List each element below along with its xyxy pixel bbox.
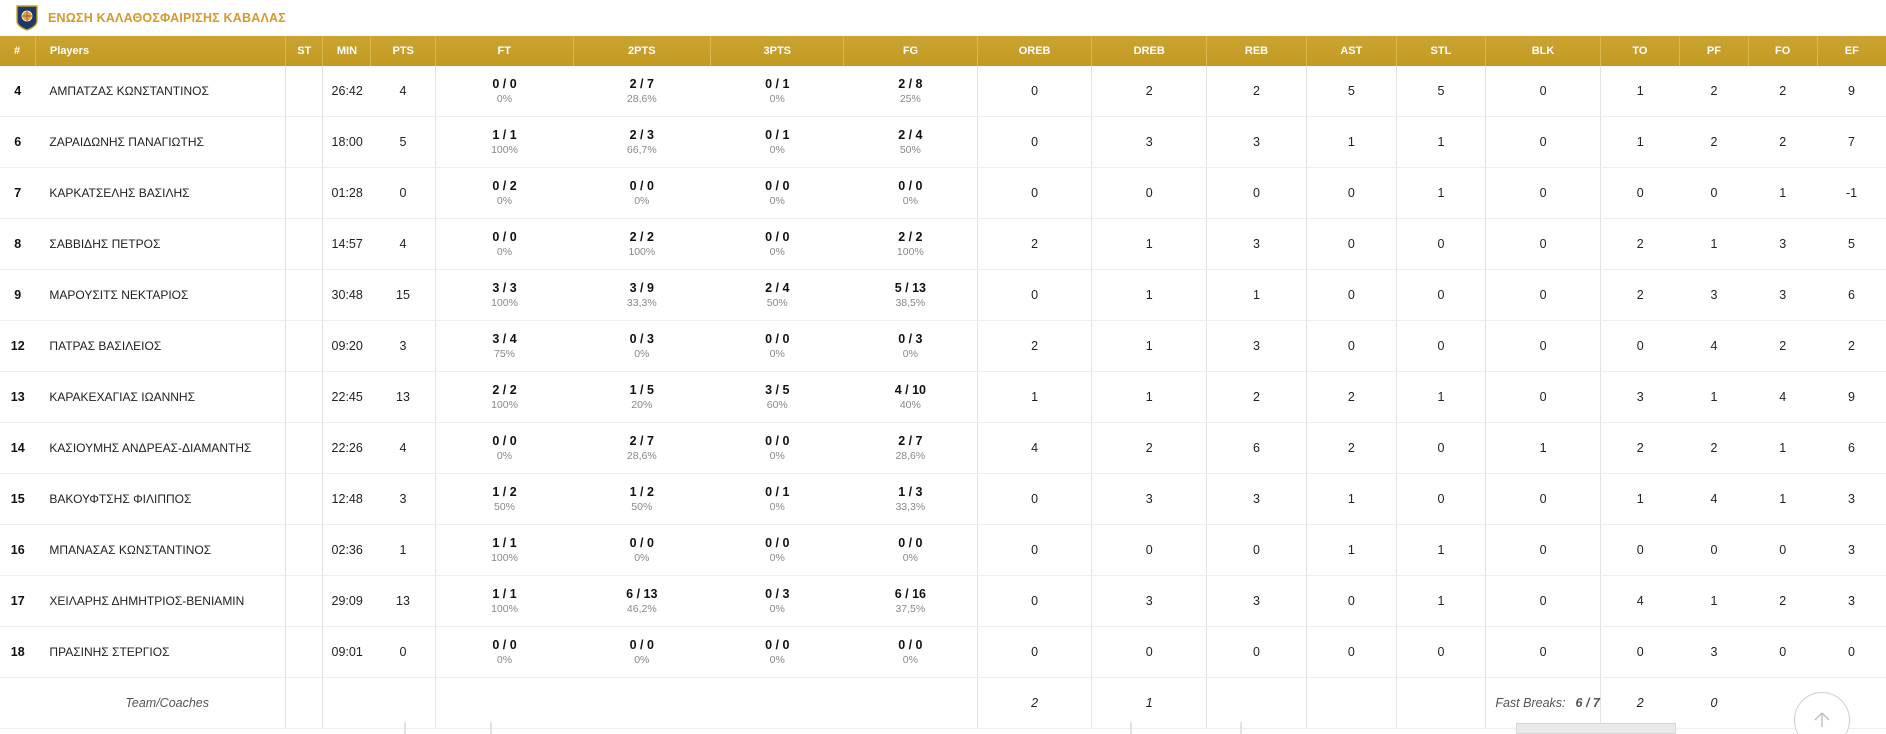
cell-fo: 2 — [1748, 321, 1817, 372]
cell-reb: 3 — [1207, 576, 1307, 627]
col-ast[interactable]: AST — [1307, 36, 1397, 66]
cell-pts: 4 — [371, 219, 436, 270]
cell-3pts: 2 / 4 50% — [711, 270, 844, 321]
cell-2pts: 0 / 0 0% — [573, 525, 711, 576]
team-row-spacer — [0, 678, 35, 729]
cell-3pts: 0 / 3 0% — [711, 576, 844, 627]
cell-to: 2 — [1600, 423, 1679, 474]
cell-pts: 0 — [371, 627, 436, 678]
cell-st — [285, 117, 323, 168]
cell-number: 17 — [0, 576, 35, 627]
cell-fg: 0 / 3 0% — [844, 321, 977, 372]
cell-oreb: 0 — [977, 525, 1092, 576]
cell-2pts: 1 / 5 20% — [573, 372, 711, 423]
cell-pf: 3 — [1680, 627, 1749, 678]
cell-2pts: 0 / 3 0% — [573, 321, 711, 372]
team-row-3pts — [711, 678, 844, 729]
cell-ft: 0 / 0 0% — [436, 627, 574, 678]
cell-2pts: 2 / 7 28,6% — [573, 66, 711, 117]
cell-fo: 3 — [1748, 270, 1817, 321]
cell-number: 4 — [0, 66, 35, 117]
cell-st — [285, 372, 323, 423]
cell-blk: 0 — [1486, 117, 1601, 168]
cell-to: 2 — [1600, 219, 1679, 270]
cell-stl: 1 — [1396, 117, 1486, 168]
cell-to: 1 — [1600, 117, 1679, 168]
cell-fg: 0 / 0 0% — [844, 168, 977, 219]
cell-fg: 6 / 16 37,5% — [844, 576, 977, 627]
cell-ft: 1 / 1 100% — [436, 525, 574, 576]
cell-pf: 3 — [1680, 270, 1749, 321]
cell-pf: 0 — [1680, 525, 1749, 576]
col-3pts[interactable]: 3PTS — [711, 36, 844, 66]
cell-player-name[interactable]: ΑΜΠΑΤΖΑΣ ΚΩΝΣΤΑΝΤΙΝΟΣ — [35, 66, 285, 117]
cell-3pts: 0 / 0 0% — [711, 321, 844, 372]
cell-fo: 1 — [1748, 423, 1817, 474]
cell-3pts: 0 / 0 0% — [711, 219, 844, 270]
table-body — [0, 66, 1886, 729]
cell-min: 18:00 — [323, 117, 371, 168]
team-row-2pts — [573, 678, 711, 729]
cell-ef: 6 — [1817, 423, 1886, 474]
cell-oreb: 4 — [977, 423, 1092, 474]
cell-dreb: 2 — [1092, 66, 1207, 117]
cell-st — [285, 270, 323, 321]
cell-2pts: 0 / 0 0% — [573, 627, 711, 678]
cell-ft: 0 / 2 0% — [436, 168, 574, 219]
cell-ef: 7 — [1817, 117, 1886, 168]
cell-3pts: 0 / 0 0% — [711, 525, 844, 576]
cell-ef: -1 — [1817, 168, 1886, 219]
cell-stl: 1 — [1396, 168, 1486, 219]
cell-reb: 1 — [1207, 270, 1307, 321]
cell-ast: 1 — [1307, 117, 1397, 168]
cell-reb: 3 — [1207, 117, 1307, 168]
cell-player-name[interactable]: ΚΑΡΑΚΕΧΑΓΙΑΣ ΙΩΑΝΝΗΣ — [35, 372, 285, 423]
cell-to: 3 — [1600, 372, 1679, 423]
cell-oreb: 0 — [977, 168, 1092, 219]
cell-ast: 5 — [1307, 66, 1397, 117]
cell-ast: 0 — [1307, 270, 1397, 321]
cell-reb: 0 — [1207, 525, 1307, 576]
cell-3pts: 0 / 0 0% — [711, 627, 844, 678]
cell-dreb: 0 — [1092, 168, 1207, 219]
cell-to: 2 — [1600, 270, 1679, 321]
cell-player-name[interactable]: ΧΕΙΛΑΡΗΣ ΔΗΜΗΤΡΙΟΣ-ΒΕΝΙΑΜΙΝ — [35, 576, 285, 627]
cell-pf: 2 — [1680, 117, 1749, 168]
cell-ef: 0 — [1817, 627, 1886, 678]
cell-ft: 0 / 0 0% — [436, 423, 574, 474]
cell-2pts: 1 / 2 50% — [573, 474, 711, 525]
table-row[interactable] — [0, 474, 1886, 525]
cell-pf: 4 — [1680, 474, 1749, 525]
cell-player-name[interactable]: ΜΠΑΝΑΣΑΣ ΚΩΝΣΤΑΝΤΙΝΟΣ — [35, 525, 285, 576]
cell-blk: 0 — [1486, 168, 1601, 219]
cell-fg: 0 / 0 0% — [844, 525, 977, 576]
team-row-to: 2 — [1600, 678, 1679, 729]
cell-3pts: 0 / 0 0% — [711, 168, 844, 219]
cell-to: 0 — [1600, 168, 1679, 219]
cell-to: 1 — [1600, 474, 1679, 525]
team-coaches-row — [0, 678, 1886, 729]
cell-number: 8 — [0, 219, 35, 270]
cell-ef: 9 — [1817, 372, 1886, 423]
cell-pts: 3 — [371, 321, 436, 372]
cell-ef: 2 — [1817, 321, 1886, 372]
col-fo[interactable]: FO — [1748, 36, 1817, 66]
cell-stl: 1 — [1396, 372, 1486, 423]
cell-oreb: 2 — [977, 219, 1092, 270]
cell-dreb: 0 — [1092, 525, 1207, 576]
cell-min: 22:26 — [323, 423, 371, 474]
table-row[interactable] — [0, 168, 1886, 219]
cell-oreb: 0 — [977, 66, 1092, 117]
cell-pts: 5 — [371, 117, 436, 168]
col-ef[interactable]: EF — [1817, 36, 1886, 66]
cell-blk: 0 — [1486, 66, 1601, 117]
cell-3pts: 0 / 1 0% — [711, 66, 844, 117]
cell-reb: 3 — [1207, 219, 1307, 270]
cell-ast: 2 — [1307, 372, 1397, 423]
team-row-ft — [436, 678, 574, 729]
cell-reb: 3 — [1207, 474, 1307, 525]
cell-min: 30:48 — [323, 270, 371, 321]
cell-player-name[interactable]: ΚΑΣΙΟΥΜΗΣ ΑΝΔΡΕΑΣ-ΔΙΑΜΑΝΤΗΣ — [35, 423, 285, 474]
cell-player-name[interactable]: ΜΑΡΟΥΣΙΤΣ ΝΕΚΤΑΡΙΟΣ — [35, 270, 285, 321]
cell-ast: 0 — [1307, 627, 1397, 678]
cell-st — [285, 321, 323, 372]
cell-pf: 0 — [1680, 168, 1749, 219]
cell-ef: 9 — [1817, 66, 1886, 117]
team-row-oreb: 2 — [977, 678, 1092, 729]
cell-oreb: 0 — [977, 474, 1092, 525]
cell-number: 13 — [0, 372, 35, 423]
cell-blk: 0 — [1486, 474, 1601, 525]
cell-fg: 0 / 0 0% — [844, 627, 977, 678]
cell-pf: 2 — [1680, 66, 1749, 117]
cell-dreb: 0 — [1092, 627, 1207, 678]
cell-ast: 1 — [1307, 525, 1397, 576]
cell-ef: 3 — [1817, 576, 1886, 627]
cell-pf: 1 — [1680, 576, 1749, 627]
col-to[interactable]: TO — [1600, 36, 1679, 66]
cell-pf: 1 — [1680, 219, 1749, 270]
cell-ft: 1 / 1 100% — [436, 117, 574, 168]
cell-min: 26:42 — [323, 66, 371, 117]
cell-ft: 1 / 2 50% — [436, 474, 574, 525]
cell-2pts: 0 / 0 0% — [573, 168, 711, 219]
cell-3pts: 0 / 0 0% — [711, 423, 844, 474]
team-header — [0, 0, 1886, 36]
team-row-min — [323, 678, 371, 729]
cell-pf: 4 — [1680, 321, 1749, 372]
col-reb[interactable]: REB — [1207, 36, 1307, 66]
cell-fg: 2 / 7 28,6% — [844, 423, 977, 474]
table-row[interactable] — [0, 321, 1886, 372]
cell-number: 16 — [0, 525, 35, 576]
cell-stl: 1 — [1396, 576, 1486, 627]
cell-min: 22:45 — [323, 372, 371, 423]
cell-min: 12:48 — [323, 474, 371, 525]
cell-reb: 2 — [1207, 66, 1307, 117]
cell-stl: 0 — [1396, 627, 1486, 678]
cell-st — [285, 423, 323, 474]
cell-ast: 0 — [1307, 219, 1397, 270]
cell-stl: 0 — [1396, 474, 1486, 525]
team-row-label: Team/Coaches — [35, 678, 285, 729]
cell-3pts: 0 / 1 0% — [711, 474, 844, 525]
cell-ef: 3 — [1817, 474, 1886, 525]
cell-fo: 2 — [1748, 66, 1817, 117]
cell-st — [285, 576, 323, 627]
team-row-stl — [1396, 678, 1486, 729]
cell-blk: 0 — [1486, 576, 1601, 627]
team-row-pts — [371, 678, 436, 729]
team-row-pf: 0 — [1680, 678, 1749, 729]
cell-reb: 3 — [1207, 321, 1307, 372]
cell-stl: 1 — [1396, 525, 1486, 576]
cell-3pts: 3 / 5 60% — [711, 372, 844, 423]
cell-player-name[interactable]: ΒΑΚΟΥΦΤΣΗΣ ΦΙΛΙΠΠΟΣ — [35, 474, 285, 525]
cell-stl: 0 — [1396, 270, 1486, 321]
cell-st — [285, 66, 323, 117]
cell-st — [285, 525, 323, 576]
col-number[interactable]: # — [0, 36, 35, 66]
col-min[interactable]: MIN — [323, 36, 371, 66]
cell-pts: 13 — [371, 576, 436, 627]
cell-fo: 0 — [1748, 525, 1817, 576]
cell-ast: 0 — [1307, 321, 1397, 372]
col-stl[interactable]: STL — [1396, 36, 1486, 66]
table-row[interactable] — [0, 423, 1886, 474]
cell-ft: 3 / 4 75% — [436, 321, 574, 372]
cell-pts: 3 — [371, 474, 436, 525]
cell-ft: 0 / 0 0% — [436, 66, 574, 117]
cell-reb: 6 — [1207, 423, 1307, 474]
cell-pts: 15 — [371, 270, 436, 321]
cell-min: 14:57 — [323, 219, 371, 270]
cell-min: 02:36 — [323, 525, 371, 576]
table-header-row — [0, 36, 1886, 66]
cell-fg: 5 / 13 38,5% — [844, 270, 977, 321]
cell-stl: 0 — [1396, 321, 1486, 372]
cell-2pts: 3 / 9 33,3% — [573, 270, 711, 321]
cell-dreb: 2 — [1092, 423, 1207, 474]
cell-number: 14 — [0, 423, 35, 474]
cell-blk: 1 — [1486, 423, 1601, 474]
cell-oreb: 0 — [977, 627, 1092, 678]
cell-fg: 2 / 4 50% — [844, 117, 977, 168]
team-row-ast — [1307, 678, 1397, 729]
col-pf[interactable]: PF — [1680, 36, 1749, 66]
cell-fg: 2 / 8 25% — [844, 66, 977, 117]
cell-st — [285, 168, 323, 219]
cell-dreb: 1 — [1092, 372, 1207, 423]
cell-2pts: 2 / 2 100% — [573, 219, 711, 270]
col-pts[interactable]: PTS — [371, 36, 436, 66]
cell-pts: 4 — [371, 423, 436, 474]
cell-blk: 0 — [1486, 372, 1601, 423]
cell-min: 01:28 — [323, 168, 371, 219]
cell-fg: 1 / 3 33,3% — [844, 474, 977, 525]
boxscore-table-wrapper — [0, 36, 1886, 729]
cell-fg: 4 / 10 40% — [844, 372, 977, 423]
table-row[interactable] — [0, 525, 1886, 576]
cell-fo: 4 — [1748, 372, 1817, 423]
cell-oreb: 1 — [977, 372, 1092, 423]
cell-ft: 1 / 1 100% — [436, 576, 574, 627]
cell-3pts: 0 / 1 0% — [711, 117, 844, 168]
cell-number: 6 — [0, 117, 35, 168]
table-row[interactable] — [0, 372, 1886, 423]
cell-2pts: 2 / 3 66,7% — [573, 117, 711, 168]
cell-number: 15 — [0, 474, 35, 525]
cell-player-name[interactable]: ΠΑΤΡΑΣ ΒΑΣΙΛΕΙΟΣ — [35, 321, 285, 372]
cell-st — [285, 219, 323, 270]
cell-stl: 0 — [1396, 219, 1486, 270]
cell-ft: 2 / 2 100% — [436, 372, 574, 423]
team-row-fastbreaks: Fast Breaks: 6 / 7 — [1486, 678, 1601, 729]
cell-stl: 5 — [1396, 66, 1486, 117]
cell-dreb: 3 — [1092, 474, 1207, 525]
cell-blk: 0 — [1486, 525, 1601, 576]
cell-oreb: 0 — [977, 117, 1092, 168]
team-row-dreb: 1 — [1092, 678, 1207, 729]
cell-st — [285, 474, 323, 525]
cell-reb: 0 — [1207, 627, 1307, 678]
cell-dreb: 3 — [1092, 576, 1207, 627]
cell-min: 29:09 — [323, 576, 371, 627]
table-row[interactable] — [0, 270, 1886, 321]
cell-pts: 1 — [371, 525, 436, 576]
cell-player-name[interactable]: ΠΡΑΣΙΝΗΣ ΣΤΕΡΓΙΟΣ — [35, 627, 285, 678]
cell-to: 1 — [1600, 66, 1679, 117]
cell-player-name[interactable]: ΖΑΡΑΙΔΩΝΗΣ ΠΑΝΑΓΙΩΤΗΣ — [35, 117, 285, 168]
cell-ft: 0 / 0 0% — [436, 219, 574, 270]
col-blk[interactable]: BLK — [1486, 36, 1601, 66]
team-row-reb — [1207, 678, 1307, 729]
cell-2pts: 2 / 7 28,6% — [573, 423, 711, 474]
cell-pf: 2 — [1680, 423, 1749, 474]
cell-pf: 1 — [1680, 372, 1749, 423]
cell-2pts: 6 / 13 46,2% — [573, 576, 711, 627]
cell-fo: 1 — [1748, 168, 1817, 219]
cell-player-name[interactable]: ΚΑΡΚΑΤΣΕΛΗΣ ΒΑΣΙΛΗΣ — [35, 168, 285, 219]
cell-oreb: 0 — [977, 576, 1092, 627]
cell-blk: 0 — [1486, 270, 1601, 321]
col-fg[interactable]: FG — [844, 36, 977, 66]
table-row[interactable] — [0, 576, 1886, 627]
cell-player-name[interactable]: ΣΑΒΒΙΔΗΣ ΠΕΤΡΟΣ — [35, 219, 285, 270]
cell-ft: 3 / 3 100% — [436, 270, 574, 321]
cell-number: 18 — [0, 627, 35, 678]
cell-fo: 2 — [1748, 117, 1817, 168]
cell-ef: 3 — [1817, 525, 1886, 576]
col-dreb[interactable]: DREB — [1092, 36, 1207, 66]
cell-st — [285, 627, 323, 678]
cell-ast: 2 — [1307, 423, 1397, 474]
cell-to: 0 — [1600, 525, 1679, 576]
cell-reb: 0 — [1207, 168, 1307, 219]
cell-oreb: 0 — [977, 270, 1092, 321]
bottom-divider-strip — [0, 722, 1886, 734]
cell-ast: 0 — [1307, 168, 1397, 219]
cell-pts: 13 — [371, 372, 436, 423]
cell-number: 9 — [0, 270, 35, 321]
cell-stl: 0 — [1396, 423, 1486, 474]
cell-to: 0 — [1600, 321, 1679, 372]
cell-dreb: 1 — [1092, 321, 1207, 372]
team-crest-icon — [16, 5, 38, 31]
table-row[interactable] — [0, 117, 1886, 168]
cell-ef: 6 — [1817, 270, 1886, 321]
cell-fo: 1 — [1748, 474, 1817, 525]
cell-reb: 2 — [1207, 372, 1307, 423]
cell-fo: 0 — [1748, 627, 1817, 678]
cell-fg: 2 / 2 100% — [844, 219, 977, 270]
table-row[interactable] — [0, 66, 1886, 117]
table-row[interactable] — [0, 627, 1886, 678]
cell-number: 12 — [0, 321, 35, 372]
col-oreb[interactable]: OREB — [977, 36, 1092, 66]
boxscore-table — [0, 36, 1886, 729]
col-players[interactable]: Players — [35, 36, 285, 66]
cell-pts: 0 — [371, 168, 436, 219]
col-ft[interactable]: FT — [436, 36, 574, 66]
cell-dreb: 1 — [1092, 219, 1207, 270]
table-row[interactable] — [0, 219, 1886, 270]
cell-dreb: 3 — [1092, 117, 1207, 168]
cell-ast: 1 — [1307, 474, 1397, 525]
cell-oreb: 2 — [977, 321, 1092, 372]
cell-number: 7 — [0, 168, 35, 219]
col-2pts[interactable]: 2PTS — [573, 36, 711, 66]
col-st[interactable]: ST — [285, 36, 323, 66]
cell-min: 09:20 — [323, 321, 371, 372]
cell-blk: 0 — [1486, 627, 1601, 678]
cell-to: 0 — [1600, 627, 1679, 678]
cell-blk: 0 — [1486, 219, 1601, 270]
cell-pts: 4 — [371, 66, 436, 117]
cell-ast: 0 — [1307, 576, 1397, 627]
cell-ef: 5 — [1817, 219, 1886, 270]
cell-fo: 2 — [1748, 576, 1817, 627]
cell-fo: 3 — [1748, 219, 1817, 270]
team-name: ΕΝΩΣΗ ΚΑΛΑΘΟΣΦΑΙΡΙΣΗΣ ΚΑΒΑΛΑΣ — [48, 11, 286, 25]
cell-to: 4 — [1600, 576, 1679, 627]
cell-min: 09:01 — [323, 627, 371, 678]
cell-blk: 0 — [1486, 321, 1601, 372]
team-row-st — [285, 678, 323, 729]
cell-dreb: 1 — [1092, 270, 1207, 321]
team-row-fg — [844, 678, 977, 729]
